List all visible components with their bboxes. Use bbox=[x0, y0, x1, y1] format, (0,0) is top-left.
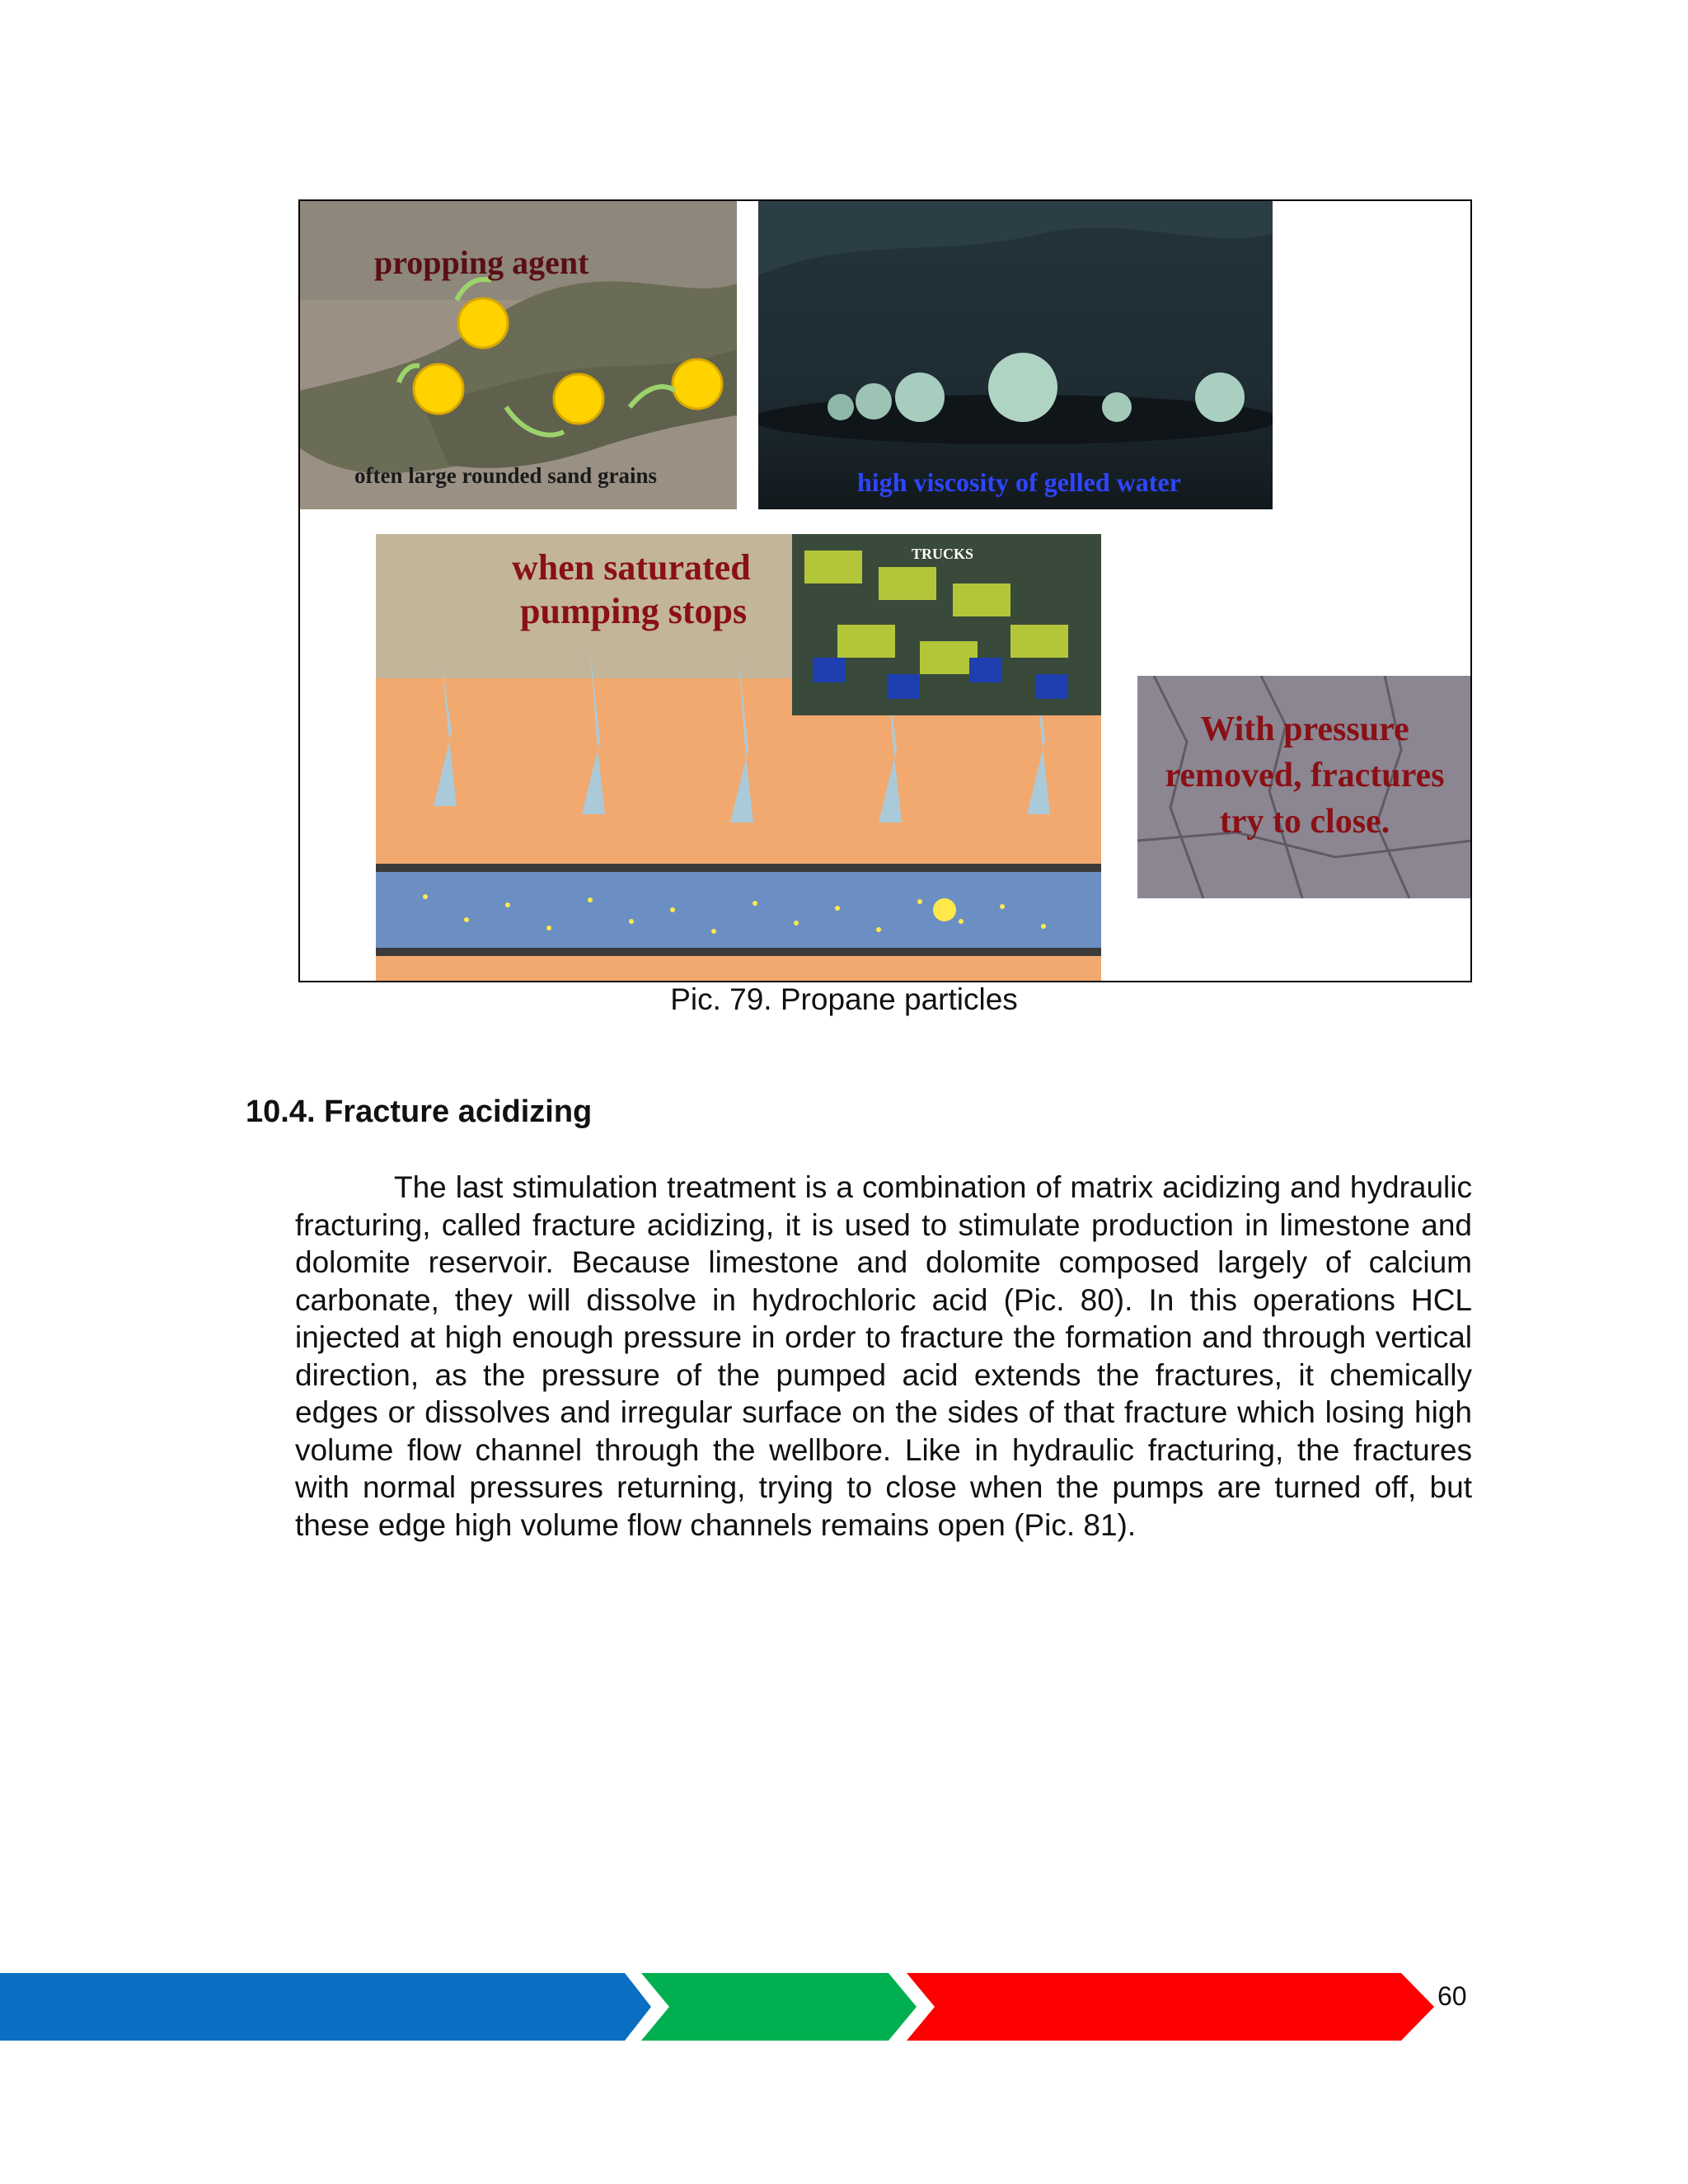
pressure-removed-panel bbox=[1137, 676, 1472, 898]
page-number: 60 bbox=[1437, 1981, 1467, 2011]
saturated-panel bbox=[376, 534, 1101, 982]
saturated-label-line2: pumping stops bbox=[520, 591, 748, 631]
gelled-water-illustration bbox=[758, 201, 1273, 509]
gelled-water-label: high viscosity of gelled water bbox=[857, 467, 1181, 497]
propping-agent-illustration bbox=[300, 201, 737, 509]
figure-caption: Pic. 79. Propane particles bbox=[670, 982, 1018, 1016]
pressure-removed-illustration bbox=[1137, 676, 1472, 898]
saturated-label-line1: when saturated bbox=[512, 547, 751, 588]
footer-red-arrow bbox=[907, 1973, 1434, 2041]
gelled-water-panel bbox=[758, 201, 1273, 509]
trucks-sign: TRUCKS bbox=[912, 546, 974, 562]
figure-frame bbox=[298, 199, 1472, 982]
propping-agent-panel bbox=[300, 201, 737, 509]
pressure-label-line1: With pressure bbox=[1200, 710, 1409, 748]
footer-color-bar bbox=[0, 1970, 1434, 2044]
pressure-label-line2: removed, fractures bbox=[1165, 757, 1445, 794]
propping-agent-label: propping agent bbox=[374, 244, 589, 281]
footer-green-arrow bbox=[641, 1973, 917, 2041]
footer-blue-arrow bbox=[0, 1973, 651, 2041]
section-heading: 10.4. Fracture acidizing bbox=[246, 1094, 593, 1129]
pressure-label-line3: try to close. bbox=[1219, 803, 1390, 841]
saturated-illustration bbox=[376, 534, 1101, 982]
body-paragraph: The last stimulation treatment is a combination of matrix acidizing and hydraulic fracturing, called fracture acidizing, it is used to stimulate production in limestone and dolomite reservoir. Because limestone and dolomite composed largely of calcium carbonate, they will dissolve in hydrochloric acid (Pic. 80). In this operations HCL injected at high enough pressure in order to fracture the formation and through vertical direction, as the pressure of the pumped acid extends the fractures, it chemically edges or dissolves and irregular surface on the sides of that fracture which losing high volume flow channel through the wellbore. Like in hydraulic fracturing, the fractures with normal pressures returning, trying to close when the pumps are turned off, but these edge high volume flow channels remains open (Pic. 81). bbox=[295, 1170, 1472, 1542]
sand-grains-label: often large rounded sand grains bbox=[354, 463, 658, 488]
